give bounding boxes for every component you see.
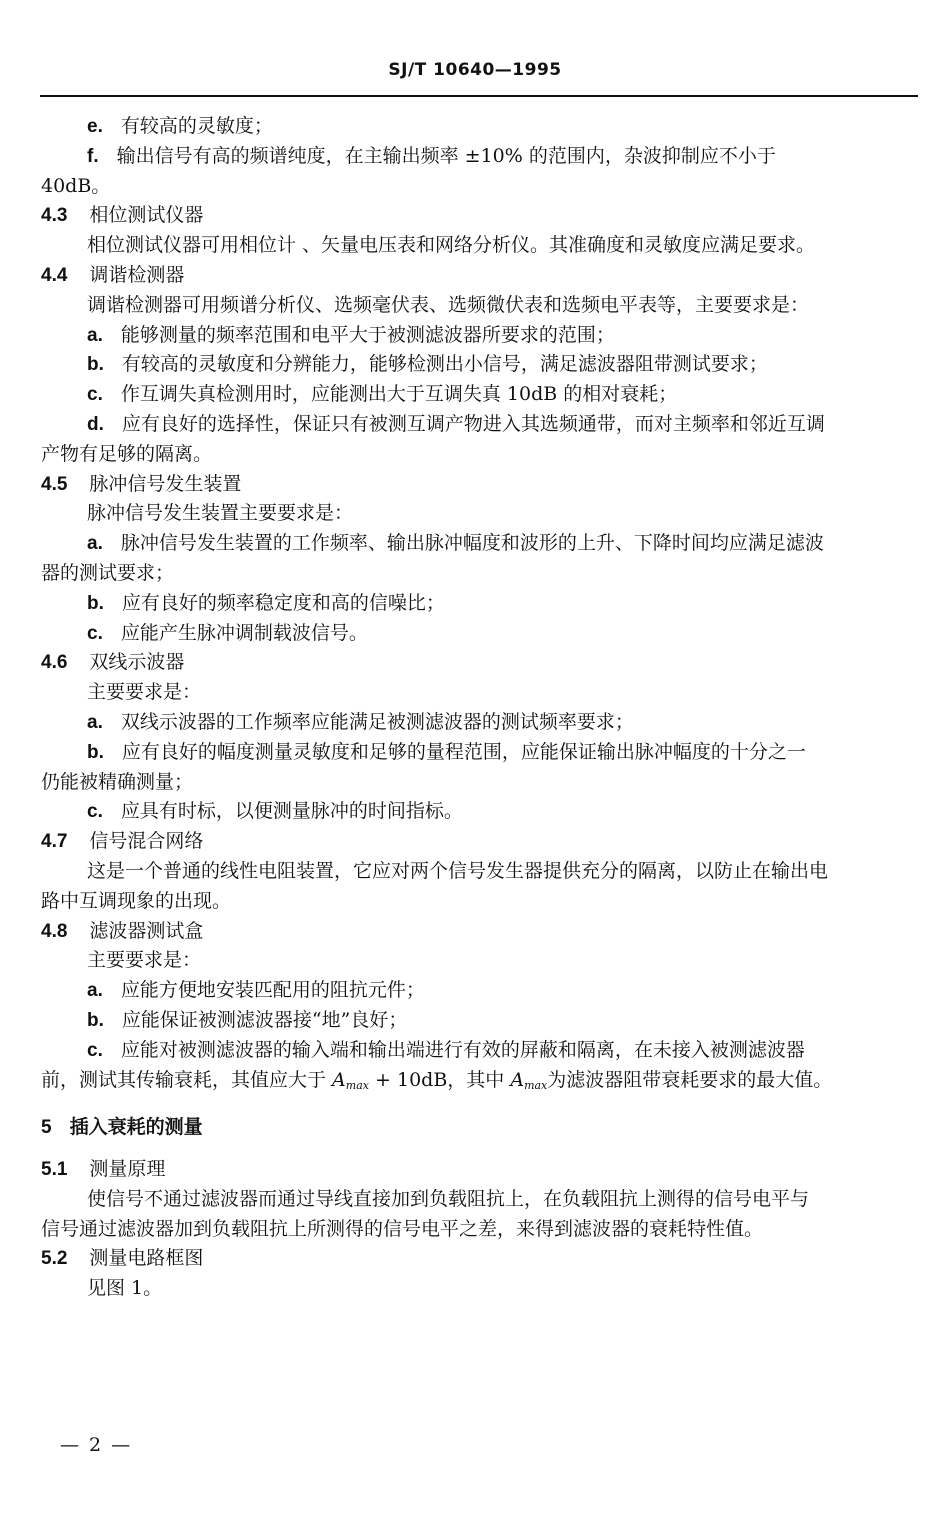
- subsection-number: 4.6: [41, 652, 68, 674]
- item-text: 作互调失真检测用时，应能测出大于互调失真 10dB 的相对衰耗；: [120, 383, 678, 406]
- continuation-line: 信号通过滤波器加到负载阻抗上所测得的信号电平之差，来得到滤波器的衰耗特性值。: [41, 1217, 764, 1240]
- document-body: [41, 112, 919, 1304]
- paragraph: 主要要求是：: [87, 681, 202, 704]
- item-text: 有较高的灵敏度和分辨能力，能够检测出小信号，满足滤波器阻带测试要求；: [121, 353, 768, 376]
- paragraph: 见图 1。: [87, 1277, 163, 1300]
- item-text: 应有良好的频率稳定度和高的信噪比；: [121, 591, 445, 614]
- text-run: + 10dB，其中: [368, 1068, 511, 1091]
- item-label: b.: [87, 741, 104, 763]
- item-label: c.: [87, 622, 103, 644]
- item-text: 脉冲信号发生装置的工作频率、输出脉冲幅度和波形的上升、下降时间均应满足滤波: [120, 532, 824, 555]
- list-item: [41, 350, 919, 380]
- item-label: e.: [87, 116, 103, 137]
- paragraph: 这是一个普通的线性电阻装置，它应对两个信号发生器提供充分的隔离，以防止在输出电: [87, 859, 829, 882]
- list-item: [41, 708, 919, 738]
- text-run: 为滤波器阻带衰耗要求的最大值。: [547, 1068, 833, 1091]
- paragraph: 相位测试仪器可用相位计 、矢量电压表和网络分析仪。其准确度和灵敏度应满足要求。: [87, 234, 816, 257]
- item-text: 应有良好的幅度测量灵敏度和足够的量程范围，应能保证输出脉冲幅度的十分之一: [121, 740, 806, 763]
- subsection-title: 滤波器测试盒: [89, 919, 204, 942]
- item-label: c.: [87, 1039, 103, 1061]
- continuation-line: 仍能被精确测量；: [41, 770, 194, 793]
- subsection-number: 4.5: [41, 473, 68, 495]
- subsection-title: 相位测试仪器: [89, 204, 204, 227]
- continuation-line: 器的测试要求；: [41, 561, 175, 584]
- item-label: c.: [87, 801, 103, 823]
- list-item: [41, 112, 919, 142]
- item-label: b.: [87, 592, 104, 614]
- list-item: [41, 589, 919, 619]
- subsection-number: 5.2: [41, 1248, 68, 1270]
- item-text: 应能保证被测滤波器接“地”良好；: [121, 1008, 408, 1031]
- item-label: d.: [87, 413, 104, 435]
- page-number: — 2 —: [60, 1434, 133, 1456]
- subsection-heading: [41, 201, 919, 231]
- item-text: 应能方便地安装匹配用的阻抗元件；: [120, 979, 425, 1002]
- subsection-title: 调谐检测器: [89, 263, 185, 286]
- item-text: 应能对被测滤波器的输入端和输出端进行有效的屏蔽和隔离，在未接入被测滤波器: [120, 1038, 805, 1061]
- list-item: [41, 1036, 919, 1066]
- header-rule: [40, 95, 918, 97]
- list-item: [41, 380, 919, 410]
- subsection-number: 4.8: [41, 920, 68, 942]
- item-label: a.: [87, 324, 103, 346]
- item-label: a.: [87, 533, 103, 555]
- subsection-heading: [41, 261, 919, 291]
- item-label: f.: [87, 145, 99, 167]
- subsection-title: 双线示波器: [89, 651, 185, 674]
- subsection-heading: [41, 648, 919, 678]
- list-item: [41, 619, 919, 649]
- item-text: 有较高的灵敏度；: [120, 115, 273, 137]
- paragraph: 主要要求是：: [87, 949, 202, 972]
- text-run: 前，测试其传输衰耗，其值应大于: [41, 1068, 333, 1091]
- paragraph: 使信号不通过滤波器而通过导线直接加到负载阻抗上，在负载阻抗上测得的信号电平与: [87, 1187, 810, 1210]
- continuation-line: 路中互调现象的出现。: [41, 889, 232, 912]
- subscript-max: max: [345, 1078, 369, 1092]
- document-header: SJ/T 10640—1995: [388, 60, 562, 80]
- list-item: [41, 529, 919, 559]
- item-label: a.: [87, 711, 103, 733]
- variable-a: A: [332, 1068, 346, 1091]
- item-text: 应具有时标，以便测量脉冲的时间指标。: [120, 800, 463, 823]
- subscript-max: max: [524, 1078, 548, 1092]
- subsection-number: 4.3: [41, 205, 68, 227]
- item-label: b.: [87, 1009, 104, 1031]
- paragraph: 脉冲信号发生装置主要要求是：: [87, 502, 354, 525]
- list-item-continuation: [41, 1066, 919, 1096]
- subsection-number: 4.7: [41, 831, 68, 853]
- subsection-title: 测量原理: [89, 1158, 166, 1181]
- subsection-title: 脉冲信号发生装置: [89, 472, 242, 495]
- item-text: 应有良好的选择性，保证只有被测互调产物进入其选频通带，而对主频率和邻近互调: [121, 412, 825, 435]
- list-item: [41, 976, 919, 1006]
- subsection-number: 5.1: [41, 1159, 68, 1181]
- item-label: b.: [87, 354, 104, 376]
- subsection-title: 测量电路框图: [89, 1247, 204, 1270]
- list-item: [41, 321, 919, 351]
- item-label: c.: [87, 384, 103, 406]
- paragraph: 调谐检测器可用频谱分析仪、选频毫伏表、选频微伏表和选频电平表等，主要要求是：: [87, 293, 810, 316]
- item-text: 能够测量的频率范围和电平大于被测滤波器所要求的范围；: [120, 323, 615, 346]
- variable-a: A: [510, 1068, 525, 1091]
- continuation-line: 40dB。: [41, 174, 111, 197]
- list-item: [41, 410, 919, 440]
- list-item: [41, 1006, 919, 1036]
- section-heading: [41, 1113, 919, 1143]
- subsection-heading: [41, 1244, 919, 1274]
- item-text: 输出信号有高的频谱纯度，在主输出频率 ±10% 的范围内，杂波抑制应不小于: [116, 144, 776, 167]
- list-item: [41, 142, 919, 172]
- subsection-heading: [41, 470, 919, 500]
- subsection-title: 信号混合网络: [89, 830, 204, 853]
- list-item: [41, 738, 919, 768]
- subsection-number: 4.4: [41, 264, 68, 286]
- item-text: 双线示波器的工作频率应能满足被测滤波器的测试频率要求；: [120, 710, 634, 733]
- continuation-line: 产物有足够的隔离。: [41, 442, 213, 465]
- item-text: 应能产生脉冲调制载波信号。: [120, 621, 368, 644]
- subsection-heading: [41, 827, 919, 857]
- section-number: 5: [41, 1117, 52, 1139]
- item-label: a.: [87, 980, 103, 1002]
- subsection-heading: [41, 917, 919, 947]
- list-item: [41, 797, 919, 827]
- section-title: 插入衰耗的测量: [69, 1116, 203, 1139]
- subsection-heading: [41, 1155, 919, 1185]
